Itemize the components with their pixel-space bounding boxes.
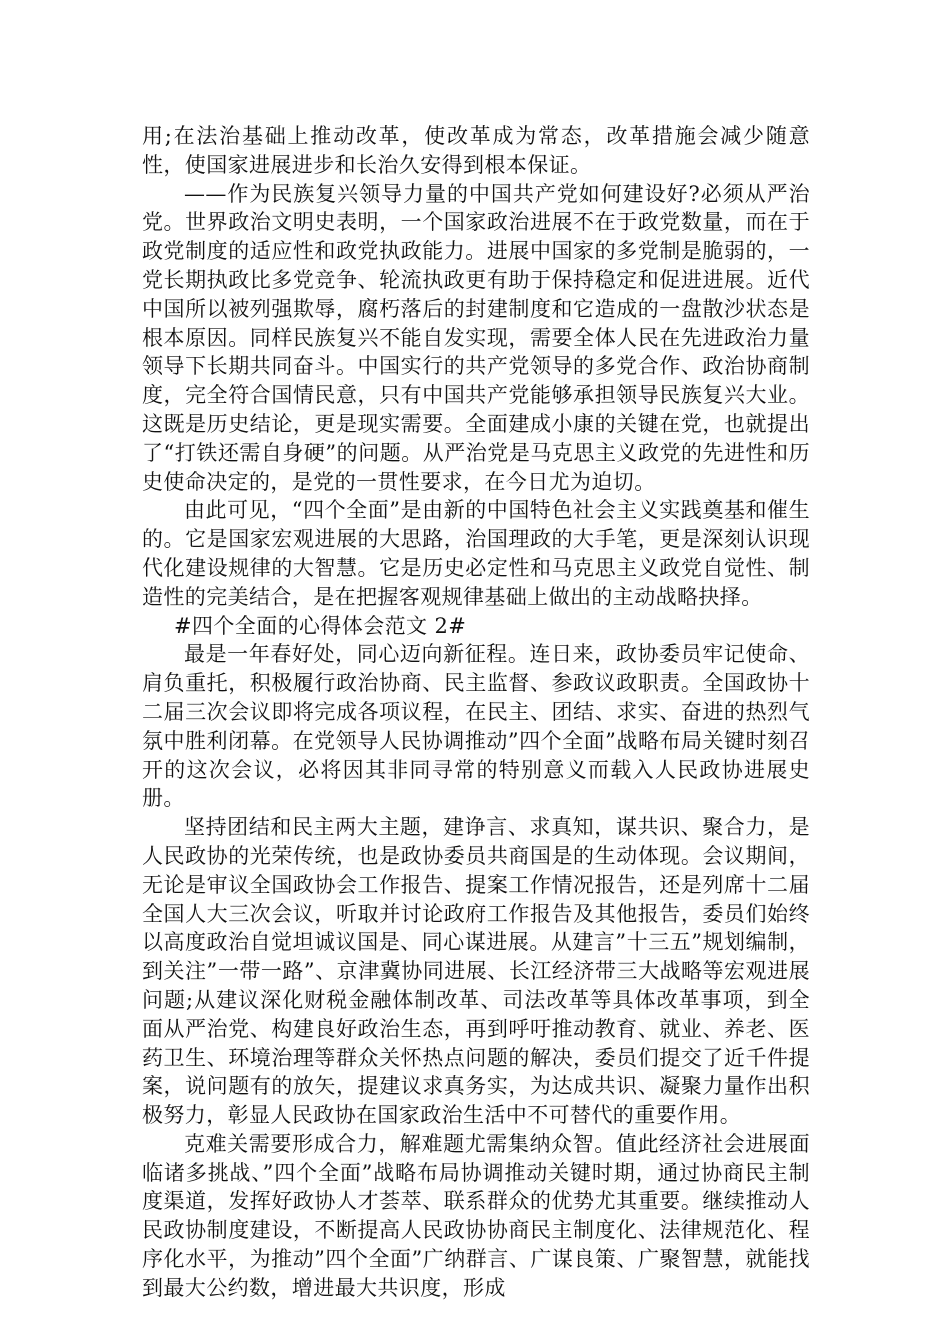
document-body bbox=[142, 122, 810, 1303]
section-heading: #四个全面的心得体会范文 2# bbox=[174, 613, 467, 638]
paragraph-continuation: 用;在法治基础上推动改革，使改革成为常态，改革措施会减少随意性，使国家进展进步和长治久安得到根本保证。 bbox=[142, 124, 810, 177]
paragraph-joint-force: 克难关需要形成合力，解难题尤需集纳众智。值此经济社会进展面临诸多挑战、”四个全面”战略布局协调推动关键时期，通过协商民主制度渠道，发挥好政协人才荟萃、联系群众的优势尤其重要。继续推动人民政协制度建设，不断提高人民政协协商民主制度化、法律规范化、程序化水平，为推动”四个全面”广纳群言、广谋良策、广聚智慧，就能找到最大公约数，增进最大共识度，形成 bbox=[142, 1131, 810, 1300]
paragraph-conclusion: 由此可见，“四个全面”是由新的中国特色社会主义实践奠基和催生的。它是国家宏观进展的大思路，治国理政的大手笔，更是深刻认识现代化建设规律的大智慧。它是历史必定性和马克思主义政党自觉性、制造性的完美结合，是在把握客观规律基础上做出的主动战略抉择。 bbox=[142, 498, 810, 609]
paragraph-party-building: ——作为民族复兴领导力量的中国共产党如何建设好?必须从严治党。世界政治文明史表明，一个国家政治进展不在于政党数量，而在于政党制度的适应性和政党执政能力。进展中国家的多党制是脆弱的，一党长期执政比多党竞争、轮流执政更有助于保持稳定和促进进展。近代中国所以被列强欺辱，腐朽落后的封建制度和它造成的一盘散沙状态是根本原因。同样民族复兴不能自发实现，需要全体人民在先进政治力量领导下长期共同奋斗。中国实行的共产党领导的多党合作、政治协商制度，完全符合国情民意，只有中国共产党能够承担领导民族复兴大业。这既是历史结论，更是现实需要。全面建成小康的关键在党，也就提出了“打铁还需自身硬”的问题。从严治党是马克思主义政党的先进性和历史使命决定的，是党的一贯性要求，在今日尤为迫切。 bbox=[142, 181, 810, 494]
paragraph-unity-democracy: 坚持团结和民主两大主题，建诤言、求真知，谋共识、聚合力，是人民政协的光荣传统，也是政协委员共商国是的生动体现。会议期间，无论是审议全国政协会工作报告、提案工作情况报告，还是列席十二届全国人大三次会议，听取并讨论政府工作报告及其他报告，委员们始终以高度政治自觉坦诚议国是、同心谋进展。从建言”十三五”规划编制，到关注”一带一路”、京津冀协同进展、长江经济带三大战略等宏观进展问题;从建议深化财税金融体制改革、司法改革等具体改革事项，到全面从严治党、构建良好政治生态，再到呼吁推动教育、就业、养老、医药卫生、环境治理等群众关怀热点问题的解决，委员们提交了近千件提案，说问题有的放矢，提建议求真务实，为达成共识、凝聚力量作出积极努力，彰显人民政协在国家政治生活中不可替代的重要作用。 bbox=[142, 815, 810, 1128]
paragraph-spring: 最是一年春好处，同心迈向新征程。连日来，政协委员牢记使命、肩负重托，积极履行政治协商、民主监督、参政议政职责。全国政协十二届三次会议即将完成各项议程，在民主、团结、求实、奋进的热烈气氛中胜利闭幕。在党领导人民协调推动”四个全面”战略布局关键时刻召开的这次会议，必将因其非同寻常的特别意义而载入人民政协进展史册。 bbox=[142, 642, 810, 811]
